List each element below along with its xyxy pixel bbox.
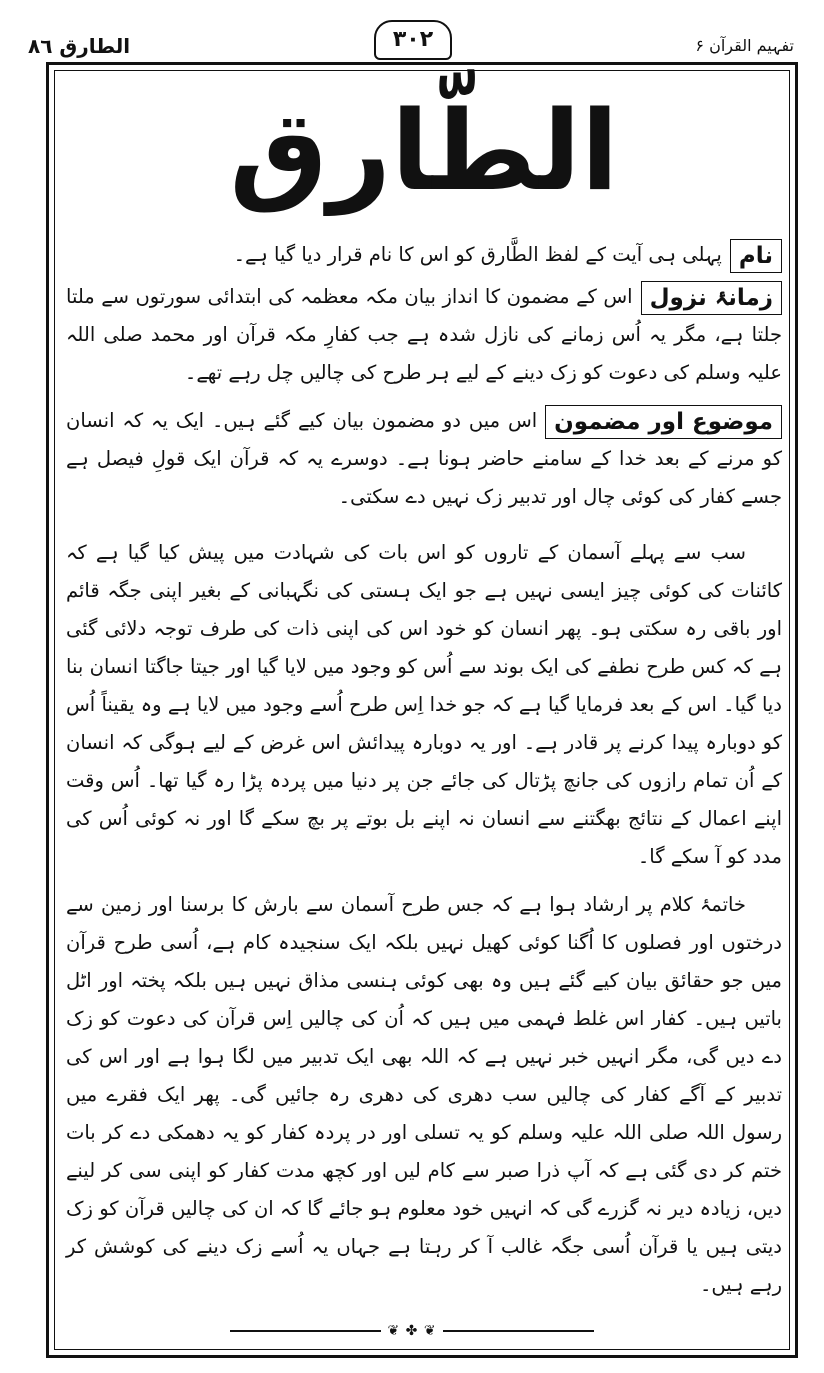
page-header xyxy=(22,20,802,60)
surah-title: الطّارق xyxy=(229,87,619,215)
page-content xyxy=(66,80,782,1304)
section-name-text: پہلی ہی آیت کے لفظ الطَّارق کو اس کا نام قرار دیا گیا ہے۔ xyxy=(233,243,722,266)
section-revelation-label: زمانۂ نزول xyxy=(641,281,782,315)
section-name-label: نام xyxy=(730,239,782,273)
closing-ornament-divider xyxy=(230,1322,594,1340)
running-head-book-title: تفہیم القرآن ۶ xyxy=(695,36,794,55)
section-revelation-text: اس کے مضمون کا انداز بیان مکہ معظمہ کی ابتدائی سورتوں سے ملتا جلتا ہے، مگر یہ اُس زمانے کی نازل شدہ ہے جب کفارِ مکہ قرآن اور محمد صلی اللہ علیہ وسلم کی دعوت کو زک دینے کے لیے ہر طرح کی چالیں چل رہے تھے۔ xyxy=(66,285,782,384)
section-name xyxy=(66,236,782,274)
section-topic xyxy=(66,402,782,516)
title-area xyxy=(66,80,782,230)
running-head-surah: الطارق ٨٦ xyxy=(28,34,131,58)
page-number-cartouche xyxy=(374,20,452,60)
section-revelation xyxy=(66,278,782,392)
body-paragraph: سب سے پہلے آسمان کے تاروں کو اس بات کی شہادت میں پیش کیا گیا ہے کہ کائنات کی کوئی چیز ایسی نہیں ہے جو ایک ہستی کی نگہبانی کے بغیر اپنی جگہ قائم اور باقی رہ سکتی ہو۔ پھر انسان کو خود اس کی اپنی ذات کی طرف توجہ دلائی گئی ہے کہ کس طرح نطفے کی ایک بوند سے اُس کو وجود میں لایا گیا اور جیتا جاگتا انسان بنا دیا گیا۔ اس کے بعد فرمایا گیا ہے کہ جو خدا اِس طرح اُسے وجود میں لایا ہے وہ یقیناً اُس کو دوبارہ پیدا کرنے پر قادر ہے۔ اور یہ دوبارہ پیدائش اس غرض کے لیے ہوگی کہ انسان کے اُن تمام رازوں کی جانچ پڑتال کی جائے جن پر دنیا میں پردہ پڑا رہ گیا تھا۔ اُس وقت اپنے اعمال کے نتائج بھگتنے سے انسان نہ اپنے بل بوتے پر بچ سکے گا اور نہ کوئی اُس کی مدد کو آ سکے گا۔ xyxy=(66,541,782,868)
page-number: ۳۰۲ xyxy=(392,27,434,52)
body-paragraph: خاتمۂ کلام پر ارشاد ہوا ہے کہ جس طرح آسمان سے بارش کا برسنا اور زمین سے درختوں اور فصلوں کا اُگنا کوئی کھیل نہیں بلکہ ایک سنجیدہ کام ہے، اُسی طرح قرآن میں جو حقائق بیان کیے گئے ہیں وہ بھی کوئی ہنسی مذاق نہیں ہیں بلکہ پختہ اور اٹل باتیں ہیں۔ کفار اس غلط فہمی میں ہیں کہ اُن کی چالیں اِس قرآن کی دعوت کو زک دے دیں گی، مگر انہیں خبر نہیں ہے کہ اللہ بھی ایک تدبیر میں لگا ہوا ہے اور اس کی تدبیر کے آگے کفار کی چالیں سب دھری کی دھری رہ جائیں گی۔ پھر ایک فقرے میں رسول اللہ صلی اللہ علیہ وسلم کو یہ تسلی اور در پردہ کفار کو یہ دھمکی دے کر بات ختم کر دی گئی ہے کہ آپ ذرا صبر سے کام لیں اور کچھ مدت کفار کو اپنی سی کر لینے دیں، زیادہ دیر نہ گزرے گی کہ انہیں خود معلوم ہو جائے گا کہ ان کی چالیں قرآن کو زک دیتی ہیں یا قرآن اُسی جگہ غالب آ کر رہتا ہے جہاں یہ اُسے زک دینے کی کوشش کر رہے ہیں۔ xyxy=(66,893,782,1296)
divider-ornament-icon: ❦ ✤ ❦ xyxy=(230,1322,594,1340)
section-topic-text: اس میں دو مضمون بیان کیے گئے ہیں۔ ایک یہ کہ انسان کو مرنے کے بعد خدا کے سامنے حاضر ہونا ہے۔ دوسرے یہ کہ قرآن ایک قولِ فیصل ہے جسے کفار کی کوئی چال اور تدبیر زک نہیں دے سکتی۔ xyxy=(66,409,782,508)
section-topic-label: موضوع اور مضمون xyxy=(545,405,782,439)
